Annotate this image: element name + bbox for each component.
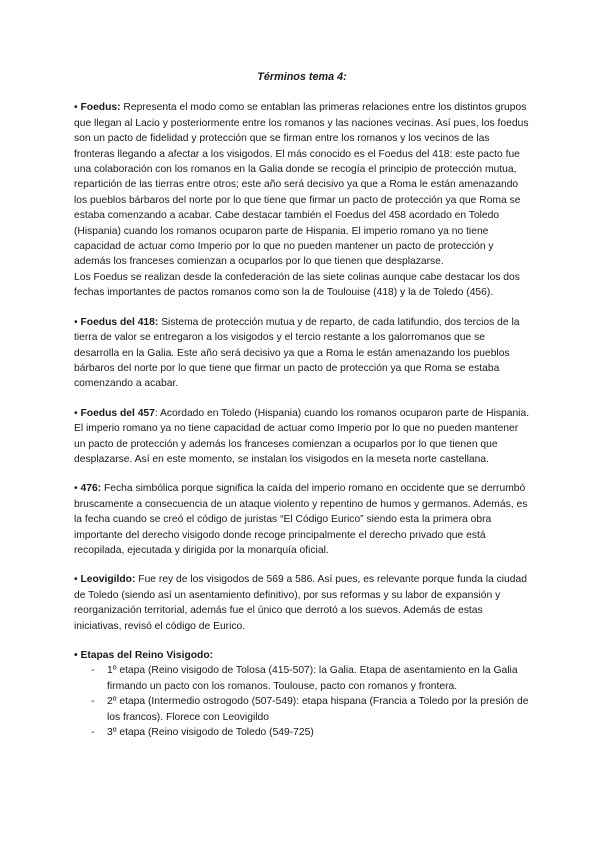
term-name: Foedus del 418: — [80, 316, 159, 328]
term-paragraph — [74, 315, 530, 392]
term-entry-leovigildo — [74, 572, 530, 634]
term-definition: : Acordado en Toledo (Hispania) cuando los romanos ocuparon parte de Hispania. El imperio romano ya no tiene capacidad de actuar como Imperio por lo que no pueden mantener un pacto de protección y además los franceses comienzan a ocuparlos por lo que tienen que desplazarse. Así en este momento, se instalan los visigodos en la meseta norte castellana. — [74, 407, 530, 465]
list-item: - 1º etapa (Reino visigodo de Tolosa (415-507): la Galia. Etapa de asentamiento en la Galia firmando un pacto con los romanos. Toulouse, pacto con romanos y frontera. — [74, 663, 530, 694]
term-definition: Fue rey de los visigodos de 569 a 586. Así pues, es relevante porque funda la ciudad de Toledo (siendo así un asentamiento definitivo), por sus reformas y su labor de expansión y reorganización territorial, además fue el único que derrotó a los suevos. Además de estas iniciativas, revisó el código de Eurico. — [74, 574, 527, 632]
term-name: Foedus: — [80, 102, 121, 114]
list-item: - 3º etapa (Reino visigodo de Toledo (549-725) — [74, 725, 530, 740]
term-paragraph — [74, 406, 530, 468]
stages-list — [74, 663, 530, 740]
term-paragraph-continuation: Los Foedus se realizan desde la confederación de las siete colinas aunque cabe destacar los dos fechas importantes de pactos romanos como son la de Toulouise (418) y la de Toledo (456). — [74, 271, 520, 299]
list-item: - 2º etapa (Intermedio ostrogodo (507-549): etapa hispana (Francia a Toledo por la presión de los francos). Florece con Leovigildo — [74, 694, 530, 725]
term-entry-foedus — [74, 100, 530, 300]
bullet: • — [74, 650, 78, 661]
term-definition: Fecha simbólica porque significa la caída del imperio romano en occidente que se derrumbó bruscamente a consecuencia de un ataque violento y repentino de humos y germanos. Además, es la fecha cuando se creó el código de juristas “El Código Eurico” siendo esta la primera obra importante del derecho visigodo donde recoge principalmente el derecho privado que está recopilada, ejecutada y dirigida por la monarquía oficial. — [74, 483, 528, 556]
bullet: • — [74, 483, 78, 495]
term-entry-foedus-457 — [74, 406, 530, 468]
bullet: • — [74, 574, 78, 586]
bullet: • — [74, 407, 78, 419]
term-definition: Representa el modo como se entablan las primeras relaciones entre los distintos grupos que llegan al Lacio y posteriormente entre los romanos y las naciones vecinas. Así pues, los foedus son un pacto de fidelidad y protección que se firman entre los romanos y los vecinos de las fronteras llegando a afectar a los visigodos. El más conocido es el Foedus del 418: este pacto fue una colaboración con los romanos en la Galia donde se recogía el principio de protección mutua, repartición de las tierras entre otros; este año será decisivo ya que a Roma le están amenazando los pueblos bárbaros del norte por lo que tiene que firmar un pacto de protección ya que Roma se estaba comenzando a acabar. Cabe destacar también el Foedus del 458 acordado en Toledo (Hispania) cuando los romanos ocuparon parte de Hispania. El imperio romano ya no tiene capacidad de actuar como Imperio por lo que no pueden mantener un pacto de protección y además los franceses comienzan a ocuparlos por lo que tienen que desplazarse. — [74, 102, 529, 268]
term-name: Leovigildo: — [80, 574, 136, 586]
term-paragraph — [74, 481, 530, 558]
term-entry-foedus-418 — [74, 315, 530, 392]
term-name: Foedus del 457 — [80, 407, 155, 419]
term-entry-stages — [74, 648, 530, 740]
term-paragraph — [74, 572, 530, 634]
term-definition: Sistema de protección mutua y de reparto, de cada latifundio, dos tercios de la tierra de valor se entregaron a los visigodos y el tercio restante a los galorromanos que se desarrolla en la Galia. Este año será decisivo ya que a Roma le están amenazando los pueblos bárbaros del norte por lo que tiene que firmar un pacto de protección ya que Roma se estaba comenzando a acabar. — [74, 316, 520, 390]
document-page — [74, 70, 530, 754]
term-name: 476: — [80, 483, 102, 495]
bullet: • — [74, 102, 78, 114]
term-entry-476 — [74, 481, 530, 558]
stages-heading — [74, 648, 530, 663]
bullet: • — [74, 316, 78, 328]
term-paragraph — [74, 100, 530, 269]
stages-heading-text: Etapas del Reino Visigodo: — [80, 650, 214, 661]
page-title: Términos tema 4: — [257, 71, 347, 83]
